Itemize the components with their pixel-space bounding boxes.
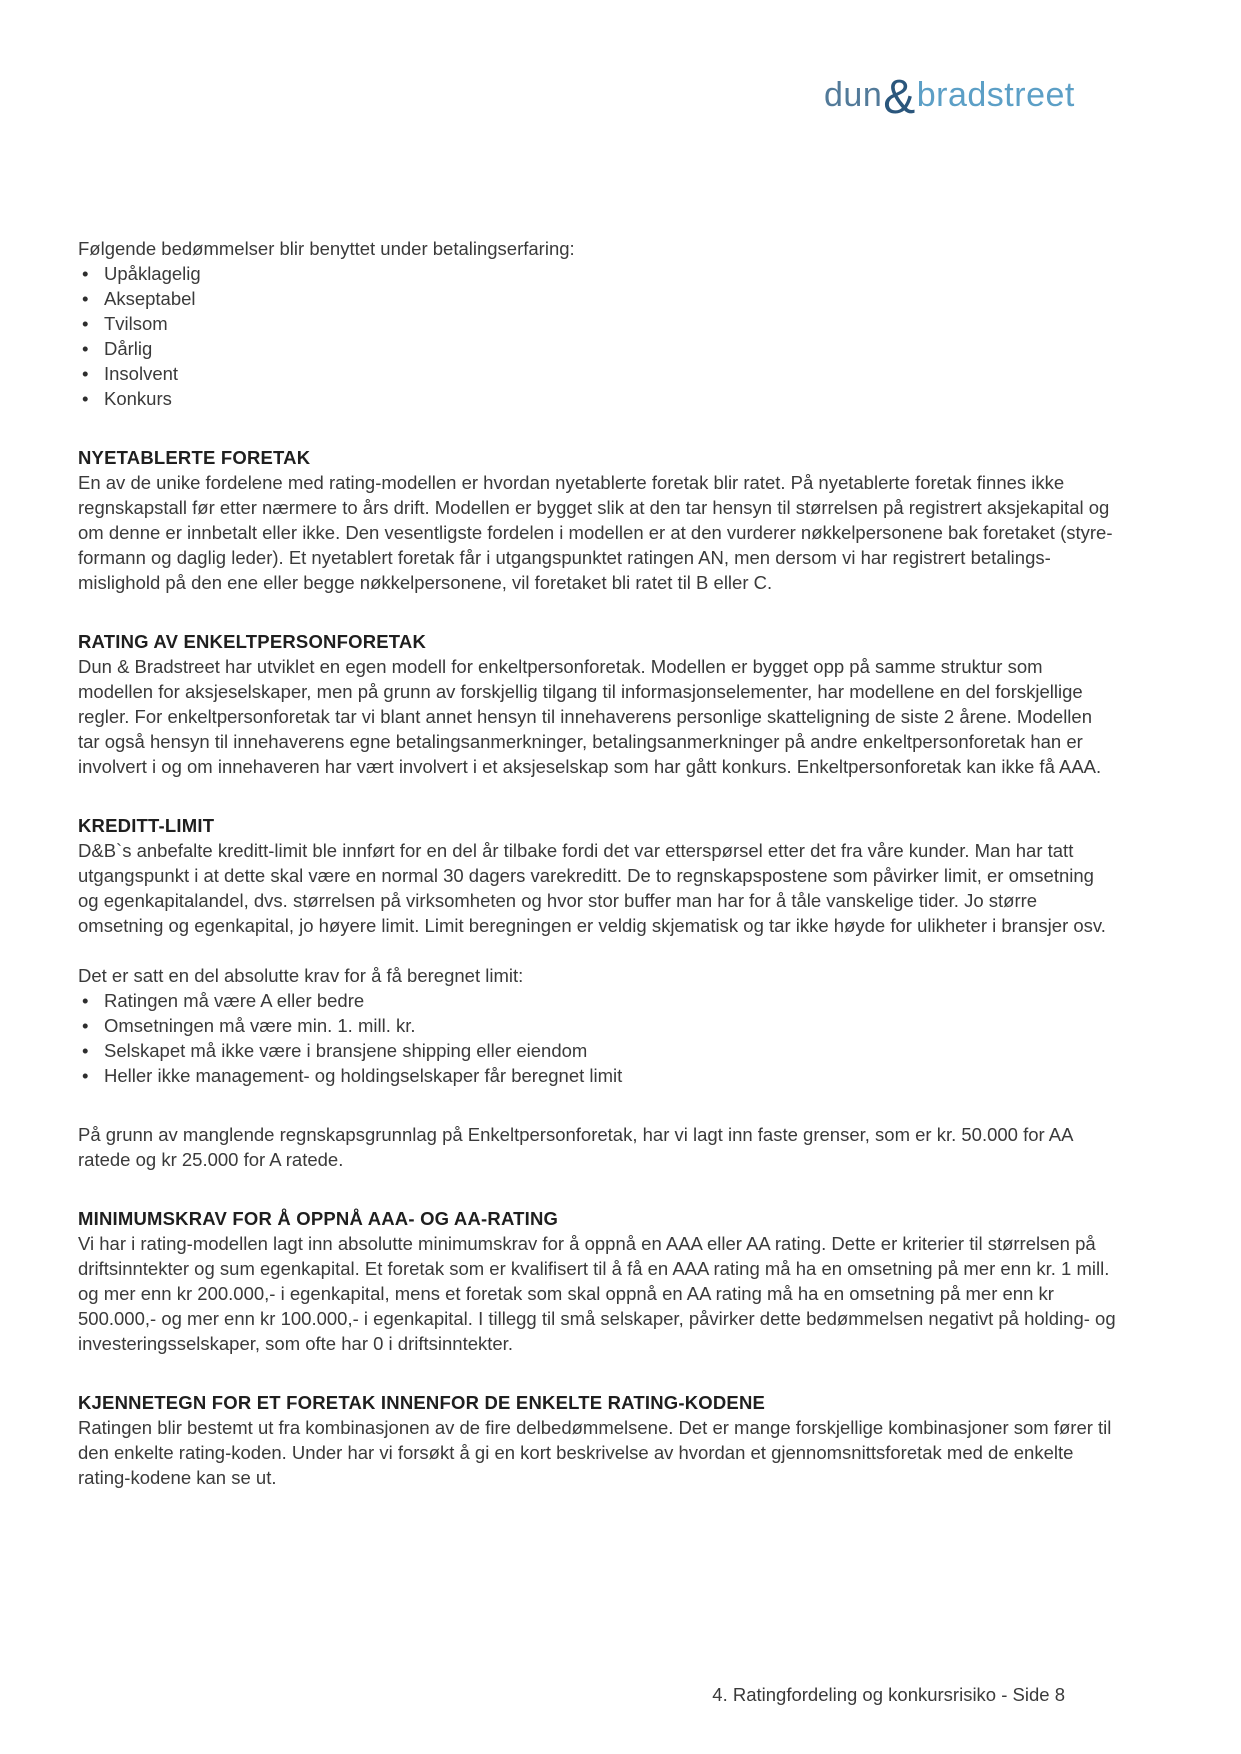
section-body: D&B`s anbefalte kreditt-limit ble innført for en del år tilbake fordi det var etterspørsel etter det fra våre kunder. Man har tatt utgangspunkt i at dette skal være en normal 30 dagers varekreditt. De to regnskapspostene som påvirker limit, er omsetning og egenkapitalandel, dvs. størrelsen på virksomheten og hvor stor buffer man har for å tåle vanskelige tider. Jo større omsetning og egenkapital, jo høyere limit. Limit beregningen er veldig skjematisk og tar ikke høyde for ulikheter i bransjer osv. [78, 840, 1106, 936]
page-footer: 4. Ratingfordeling og konkursrisiko - Side 8 [712, 1684, 1065, 1705]
logo-part-dun: dun [824, 76, 883, 114]
section-minimumskrav-aaa-aa [78, 1206, 1118, 1356]
dun-bradstreet-logo [824, 70, 1075, 125]
section-heading: KREDITT-LIMIT [78, 815, 215, 836]
section-heading: KJENNETEGN FOR ET FORETAK INNENFOR DE ENKELTE RATING-KODENE [78, 1392, 766, 1413]
limit-fixed-thresholds-note: På grunn av manglende regnskapsgrunnlag på Enkeltpersonforetak, har vi lagt inn faste grenser, som er kr. 50.000 for AA ratede og kr 25.000 for A ratede. [78, 1124, 1073, 1170]
list-item: • Tvilsom [78, 311, 1118, 336]
section-kjennetegn-rating-koder [78, 1390, 1118, 1490]
section-heading: RATING AV ENKELTPERSONFORETAK [78, 631, 427, 652]
section-nyetablerte-foretak [78, 445, 1118, 595]
list-item: • Dårlig [78, 336, 1118, 361]
logo-part-bradstreet: bradstreet [916, 76, 1075, 114]
limit-requirements-lead: Det er satt en del absolutte krav for å få beregnet limit: [78, 965, 524, 986]
list-item: • Akseptabel [78, 286, 1118, 311]
section-body: En av de unike fordelene med rating-modellen er hvordan nyetablerte foretak blir ratet. På nyetablerte foretak finnes ikke regnskapstall før etter nærmere to års drift. Modellen er bygget slik at den tar hensyn til størrelsen på registrert aksjekapital og om denne er innbetalt eller ikke. Den vesentligste fordelen i modellen er at den vurderer nøkkelpersonene bak foretaket (styre- formann og daglig leder). Et nyetablert foretak får i utgangspunktet ratingen AN, men dersom vi har registrert betalings- mislighold på den ene eller begge nøkkelpersonene, vil foretaket bli ratet til B eller C. [78, 472, 1113, 593]
list-item: • Selskapet må ikke være i bransjene shipping eller eiendom [78, 1038, 1118, 1063]
list-item: • Heller ikke management- og holdingselskaper får beregnet limit [78, 1063, 1118, 1088]
section-heading: MINIMUMSKRAV FOR Å OPPNÅ AAA- OG AA-RATING [78, 1208, 559, 1229]
logo-ampersand-icon: & [883, 71, 916, 124]
list-item: • Ratingen må være A eller bedre [78, 988, 1118, 1013]
section-body: Vi har i rating-modellen lagt inn absolutte minimumskrav for å oppnå en AAA eller AA rating. Dette er kriterier til størrelsen på driftsinntekter og sum egenkapital. Et foretak som er kvalifisert til å få en AAA rating må ha en omsetning på mer enn kr. 1 mill. og mer enn kr 200.000,- i egenkapital, mens et foretak som skal oppnå en AA rating må ha en omsetning på mer enn kr 500.000,- og mer enn kr 100.000,- i egenkapital. I tillegg til små selskaper, påvirker dette bedømmelsen negativt på holding- og investeringsselskaper, som ofte har 0 i driftsinntekter. [78, 1233, 1116, 1354]
list-item: • Insolvent [78, 361, 1118, 386]
payment-experience-list [78, 261, 1118, 411]
section-body: Dun & Bradstreet har utviklet en egen modell for enkeltpersonforetak. Modellen er bygget opp på samme struktur som modellen for aksjeselskaper, men på grunn av forskjellig tilgang til informasjonselementer, har modellene en del forskjellige regler. For enkeltpersonforetak tar vi blant annet hensyn til innehaverens personlige skatteligning de siste 2 årene. Modellen tar også hensyn til innehaverens egne betalingsanmerkninger, betalingsanmerkninger på andre enkeltpersonforetak han er involvert i og om innehaveren har vært involvert i et aksjeselskap som har gått konkurs. Enkeltpersonforetak kan ikke få AAA. [78, 656, 1102, 777]
section-heading: NYETABLERTE FORETAK [78, 447, 311, 468]
section-rating-enkeltpersonforetak [78, 629, 1118, 779]
limit-requirements-list [78, 988, 1118, 1088]
section-kreditt-limit [78, 813, 1118, 1172]
list-item: • Omsetningen må være min. 1. mill. kr. [78, 1013, 1118, 1038]
section-body: Ratingen blir bestemt ut fra kombinasjonen av de fire delbedømmelsene. Det er mange forskjellige kombinasjoner som fører til den enkelte rating-koden. Under har vi forsøkt å gi en kort beskrivelse av hvordan et gjennomsnittsforetak med de enkelte rating-kodene kan se ut. [78, 1417, 1112, 1488]
page-content [78, 236, 1118, 1490]
list-item: • Upåklagelig [78, 261, 1118, 286]
intro-lead: Følgende bedømmelser blir benyttet under betalingserfaring: [78, 238, 575, 259]
list-item: • Konkurs [78, 386, 1118, 411]
